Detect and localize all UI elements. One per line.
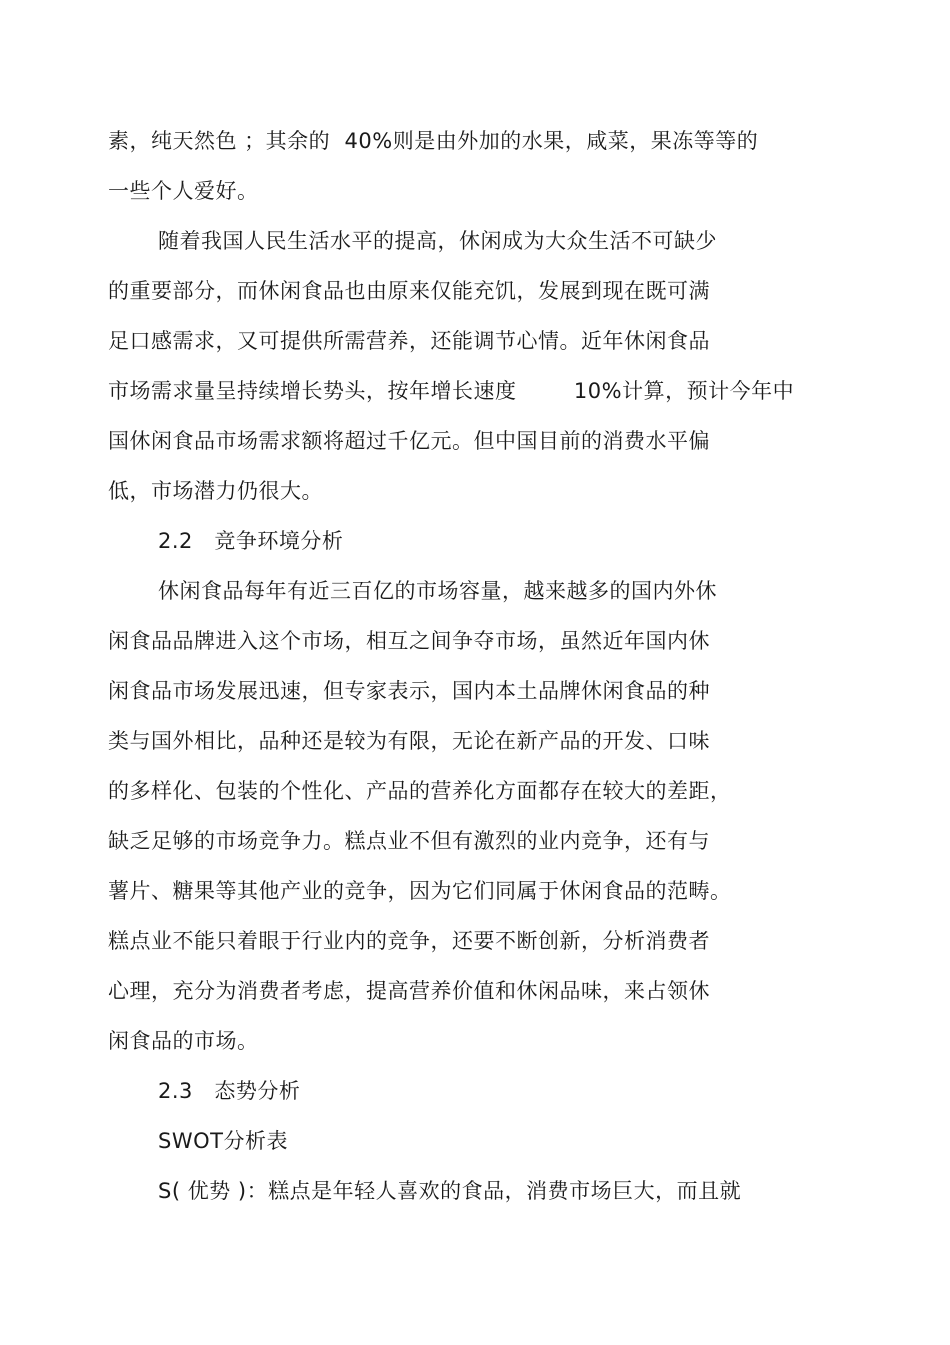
paragraph-line: 随着我国人民生活水平的提高，休闲成为大众生活不可缺少 bbox=[158, 229, 717, 253]
paragraph-line: 足口感需求，又可提供所需营养，还能调节心情。近年休闲食品 bbox=[108, 329, 710, 353]
paragraph-line: 心理，充分为消费者考虑，提高营养价值和休闲品味，来占领休 bbox=[108, 979, 710, 1003]
paragraph-line: 缺乏足够的市场竞争力。糕点业不但有激烈的业内竞争，还有与 bbox=[108, 829, 710, 853]
paragraph-line: 闲食品市场发展迅速，但专家表示，国内本土品牌休闲食品的种 bbox=[108, 679, 710, 703]
section-heading: 2.3 态势分析 bbox=[158, 1079, 301, 1103]
paragraph-line: 闲食品品牌进入这个市场，相互之间争夺市场，虽然近年国内休 bbox=[108, 629, 710, 653]
section-heading: 2.2 竞争环境分析 bbox=[158, 529, 344, 553]
paragraph-line: 薯片、糖果等其他产业的竞争，因为它们同属于休闲食品的范畴。 bbox=[108, 879, 732, 903]
paragraph-line: 类与国外相比，品种还是较为有限，无论在新产品的开发、口味 bbox=[108, 729, 710, 753]
paragraph-line: 闲食品的市场。 bbox=[108, 1029, 259, 1053]
table-caption: SWOT分析表 bbox=[158, 1129, 288, 1153]
paragraph-line: 休闲食品每年有近三百亿的市场容量，越来越多的国内外休 bbox=[158, 579, 717, 603]
paragraph-line: 的多样化、包装的个性化、产品的营养化方面都存在较大的差距， bbox=[108, 779, 732, 803]
paragraph-line: 的重要部分，而休闲食品也由原来仅能充饥，发展到现在既可满 bbox=[108, 279, 710, 303]
paragraph-line: 糕点业不能只着眼于行业内的竞争，还要不断创新，分析消费者 bbox=[108, 929, 710, 953]
paragraph-line: 一些个人爱好。 bbox=[108, 179, 259, 203]
paragraph-line: S( 优势 )：糕点是年轻人喜欢的食品，消费市场巨大，而且就 bbox=[158, 1179, 742, 1203]
paragraph-line: 国休闲食品市场需求额将超过千亿元。但中国目前的消费水平偏 bbox=[108, 429, 710, 453]
paragraph-line: 低，市场潜力仍很大。 bbox=[108, 479, 323, 503]
paragraph-line: 市场需求量呈持续增长势头，按年增长速度 10%计算，预计今年中 bbox=[108, 379, 795, 403]
paragraph-line: 素，纯天然色 ；其余的 40%则是由外加的水果，咸菜，果冻等等的 bbox=[108, 129, 759, 153]
